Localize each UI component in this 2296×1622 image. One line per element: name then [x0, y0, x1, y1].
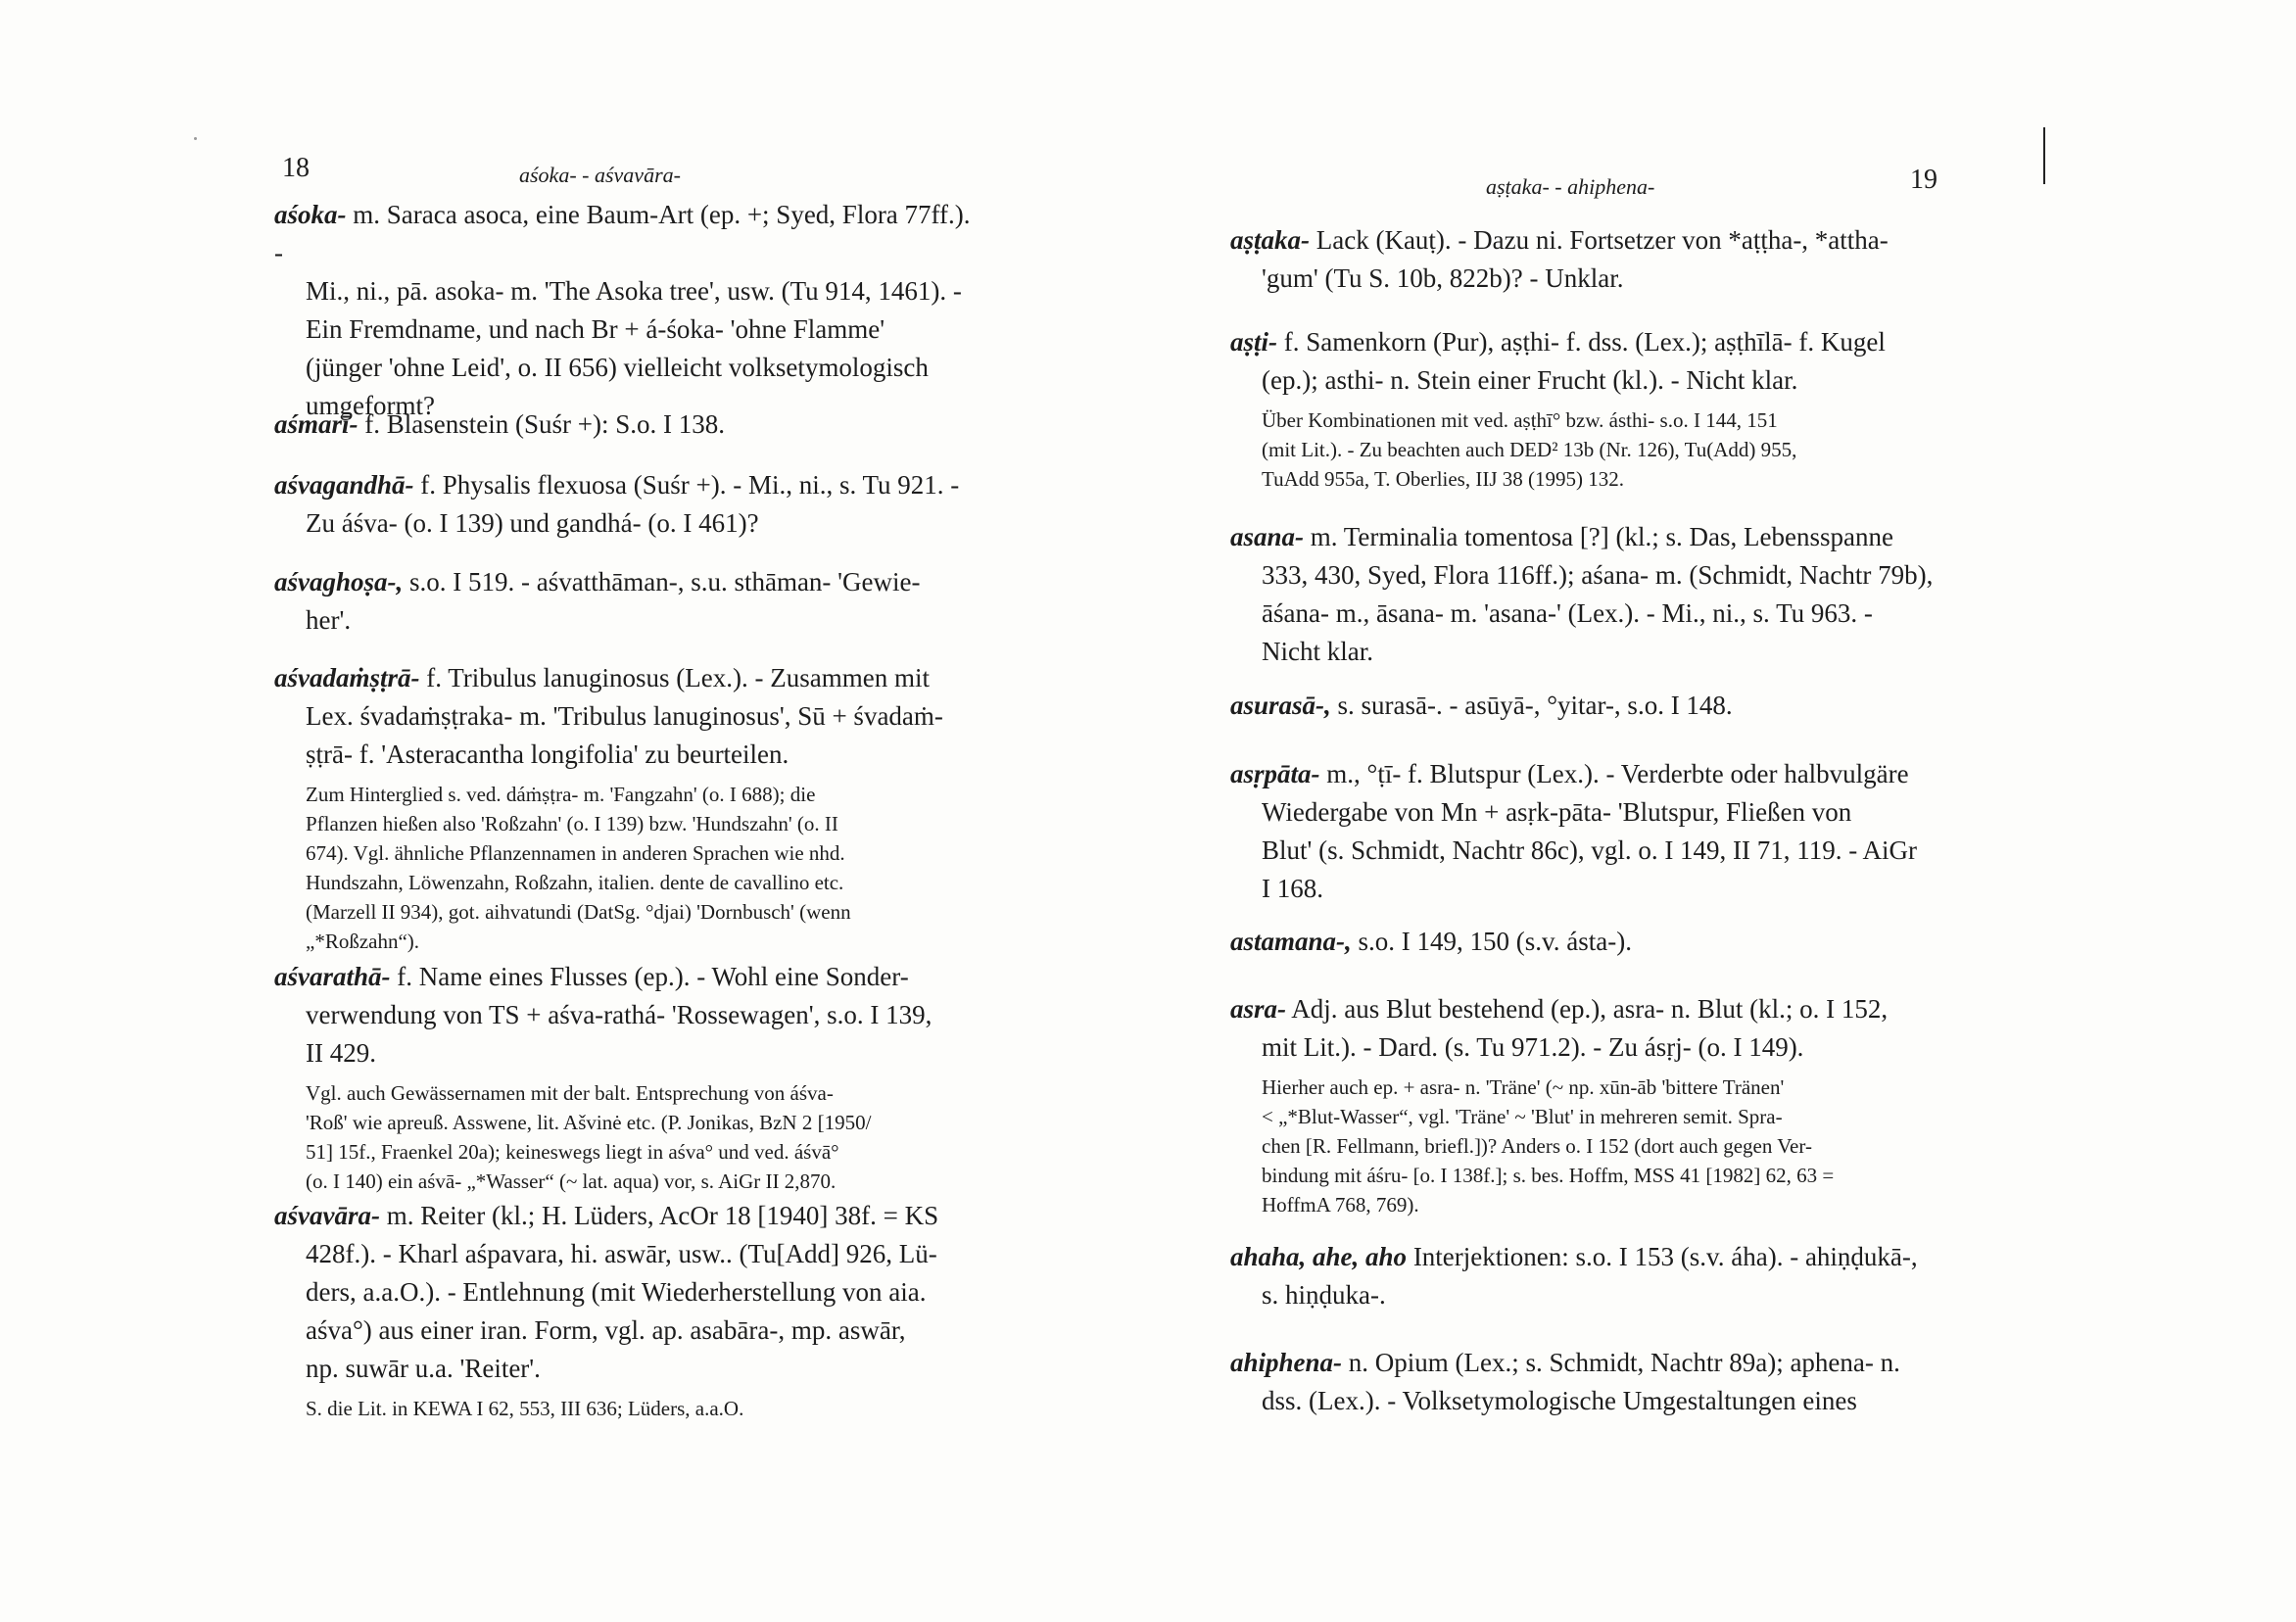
- entry-text: f. Tribulus lanuginosus (Lex.). - Zusammen mit: [419, 663, 930, 692]
- entry-text: II 429.: [306, 1038, 376, 1068]
- note-line: „*Roßzahn“).: [306, 930, 420, 953]
- note-line: 51] 15f., Fraenkel 20a); keineswegs liegt in aśva° und ved. áśvā°: [306, 1140, 839, 1164]
- right-page: [1148, 0, 2296, 1622]
- dictionary-entry-ahiphena: [1230, 1344, 1948, 1420]
- entry-text: m. Reiter (kl.; H. Lüders, AcOr 18 [1940] 38f. = KS: [379, 1201, 939, 1230]
- dictionary-entry-ahaha: [1230, 1238, 1948, 1314]
- note-line: S. die Lit. in KEWA I 62, 553, III 636; Lüders, a.a.O.: [306, 1397, 744, 1420]
- entry-text: ders, a.a.O.). - Entlehnung (mit Wiederherstellung von aia.: [306, 1277, 927, 1307]
- entry-text: Interjektionen: s.o. I 153 (s.v. áha). - ahiṇḍukā-,: [1407, 1242, 1918, 1271]
- entry-text: (ep.); asthi- n. Stein einer Frucht (kl.). - Nicht klar.: [1262, 365, 1798, 395]
- note-line: < „*Blut-Wasser“, vgl. 'Träne' ~ 'Blut' in mehreren semit. Spra-: [1262, 1105, 1783, 1128]
- entry-lemma: ahaha, ahe, aho: [1230, 1242, 1408, 1271]
- note-line: Hundszahn, Löwenzahn, Roßzahn, italien. dente de cavallino etc.: [306, 871, 844, 894]
- entry-lemma: asurasā-,: [1230, 691, 1331, 720]
- entry-text: her'.: [306, 605, 352, 635]
- entry-text: Wiedergabe von Mn + asṛk-pāta- 'Blutspur, Fließen von: [1262, 797, 1852, 827]
- entry-text: umgeformt?: [306, 391, 435, 420]
- entry-text: f. Samenkorn (Pur), aṣṭhi- f. dss. (Lex.); aṣṭhīlā- f. Kugel: [1277, 327, 1886, 357]
- note-line: (o. I 140) ein aśvā- „*Wasser“ (~ lat. aqua) vor, s. AiGr II 2,870.: [306, 1169, 837, 1193]
- entry-note: [306, 780, 980, 956]
- note-line: bindung mit áśru- [o. I 138f.]; s. bes. Hoffm, MSS 41 [1982] 62, 63 =: [1262, 1164, 1835, 1187]
- entry-text: m., °ṭī- f. Blutspur (Lex.). - Verderbte oder halbvulgäre: [1319, 759, 1909, 788]
- entry-lemma: aśvarathā-: [274, 962, 391, 991]
- note-line: Über Kombinationen mit ved. aṣṭhī° bzw. ásthi- s.o. I 144, 151: [1262, 408, 1778, 432]
- dictionary-entry-asurasa: [1230, 687, 1948, 725]
- entry-note: [306, 1394, 980, 1423]
- entry-text: Mi., ni., pā. asoka- m. 'The Asoka tree', usw. (Tu 914, 1461). -: [306, 276, 962, 306]
- dictionary-entry-asra: [1230, 990, 1948, 1219]
- entry-note: [1262, 1073, 1948, 1219]
- entry-text: s. hiṇḍuka-.: [1262, 1280, 1386, 1310]
- entry-text: Blut' (s. Schmidt, Nachtr 86c), vgl. o. I 149, II 71, 119. - AiGr: [1262, 835, 1918, 865]
- entry-text: 'gum' (Tu S. 10b, 822b)? - Unklar.: [1262, 263, 1624, 293]
- entry-lemma: asana-: [1230, 522, 1305, 551]
- entry-text: Adj. aus Blut bestehend (ep.), asra- n. Blut (kl.; o. I 152,: [1286, 994, 1889, 1024]
- note-line: chen [R. Fellmann, briefl.])? Anders o. I 152 (dort auch gegen Ver-: [1262, 1134, 1812, 1158]
- note-line: Zum Hinterglied s. ved. dáṁṣṭra- m. 'Fangzahn' (o. I 688); die: [306, 783, 816, 806]
- dictionary-entry-asoka: [274, 196, 980, 425]
- entry-text: s.o. I 149, 150 (s.v. ásta-).: [1351, 927, 1632, 956]
- dictionary-entry-astamana: [1230, 923, 1948, 961]
- dictionary-entry-asrpata: [1230, 755, 1948, 908]
- entry-text: n. Opium (Lex.; s. Schmidt, Nachtr 89a); aphena- n.: [1342, 1348, 1900, 1377]
- dictionary-entry-asvagandha: [274, 466, 980, 543]
- entry-lemma: aṣṭi-: [1230, 327, 1278, 357]
- entry-text: aśva°) aus einer iran. Form, vgl. ap. asabāra-, mp. aswār,: [306, 1315, 906, 1345]
- note-line: (Marzell II 934), got. aihvatundi (DatSg. °djai) 'Dornbusch' (wenn: [306, 900, 851, 924]
- entry-text: Nicht klar.: [1262, 637, 1373, 666]
- dictionary-entry-asana: [1230, 518, 1948, 671]
- note-line: 674). Vgl. ähnliche Pflanzennamen in anderen Sprachen wie nhd.: [306, 841, 845, 865]
- dictionary-entry-asvaghosa: [274, 563, 980, 640]
- entry-lemma: aśoka-: [274, 200, 347, 229]
- entry-lemma: asṛpāta-: [1230, 759, 1320, 788]
- entry-lemma: aśvagandhā-: [274, 470, 414, 500]
- note-line: (mit Lit.). - Zu beachten auch DED² 13b (Nr. 126), Tu(Add) 955,: [1262, 438, 1797, 461]
- entry-text: m. Terminalia tomentosa [?] (kl.; s. Das, Lebensspanne: [1304, 522, 1893, 551]
- note-line: 'Roß' wie apreuß. Asswene, lit. Ašvinė etc. (P. Jonikas, BzN 2 [1950/: [306, 1111, 872, 1134]
- dictionary-entry-asvadamstra: [274, 659, 980, 956]
- entry-text: 428f.). - Kharl aśpavara, hi. aswār, usw.. (Tu[Add] 926, Lü-: [306, 1239, 937, 1268]
- entry-lemma: astamana-,: [1230, 927, 1352, 956]
- entry-text: dss. (Lex.). - Volksetymologische Umgestaltungen eines: [1262, 1386, 1857, 1415]
- entry-text: I 168.: [1262, 874, 1323, 903]
- entry-text: Zu áśva- (o. I 139) und gandhá- (o. I 461)?: [306, 508, 759, 538]
- note-line: Vgl. auch Gewässernamen mit der balt. Entsprechung von áśva-: [306, 1081, 834, 1105]
- scan-speck: [194, 137, 197, 140]
- entry-lemma: aśvavāra-: [274, 1201, 380, 1230]
- entry-text: ṣṭrā- f. 'Asteracantha longifolia' zu beurteilen.: [306, 739, 789, 769]
- entry-text: verwendung von TS + aśva-rathá- 'Rossewagen', s.o. I 139,: [306, 1000, 933, 1029]
- entry-text: f. Name eines Flusses (ep.). - Wohl eine Sonder-: [390, 962, 909, 991]
- entry-text: Lack (Kauṭ). - Dazu ni. Fortsetzer von *aṭṭha-, *attha-: [1310, 225, 1889, 255]
- entry-lemma: aśvadaṁṣṭrā-: [274, 663, 420, 692]
- running-head-left: aśoka- - aśvavāra-: [519, 163, 681, 187]
- page-number-left: 18: [282, 153, 310, 183]
- entry-text: āśana- m., āsana- m. 'asana-' (Lex.). - Mi., ni., s. Tu 963. -: [1262, 598, 1873, 628]
- entry-text: np. suwār u.a. 'Reiter'.: [306, 1354, 541, 1383]
- entry-lemma: ahiphena-: [1230, 1348, 1343, 1377]
- dictionary-entry-asti: [1230, 323, 1948, 494]
- dictionary-entry-asmari: [274, 406, 980, 444]
- entry-lemma: aṣṭaka-: [1230, 225, 1310, 255]
- entry-text: 333, 430, Syed, Flora 116ff.); aśana- m. (Schmidt, Nachtr 79b),: [1262, 560, 1934, 590]
- note-line: Pflanzen hießen also 'Roßzahn' (o. I 139) bzw. 'Hundszahn' (o. II: [306, 812, 838, 835]
- dictionary-entry-astaka: [1230, 221, 1948, 298]
- entry-note: [1262, 406, 1948, 494]
- entry-text: f. Blasenstein (Suśr +): S.o. I 138.: [358, 409, 725, 439]
- entry-text: mit Lit.). - Dard. (s. Tu 971.2). - Zu ásṛj- (o. I 149).: [1262, 1032, 1804, 1062]
- dictionary-entry-asvavara: [274, 1197, 980, 1423]
- entry-text: Lex. śvadaṁṣṭraka- m. 'Tribulus lanuginosus', Sū + śvadaṁ-: [306, 701, 943, 731]
- margin-mark: [2043, 127, 2045, 184]
- entry-lemma: asra-: [1230, 994, 1287, 1024]
- dictionary-entry-asvaratha: [274, 958, 980, 1196]
- entry-note: [306, 1078, 980, 1196]
- entry-lemma: aśvaghoṣa-,: [274, 567, 404, 596]
- note-line: TuAdd 955a, T. Oberlies, IIJ 38 (1995) 132.: [1262, 467, 1625, 491]
- page-number-right: 19: [1910, 165, 1937, 195]
- entry-lemma: aśmarī-: [274, 409, 359, 439]
- entry-text: Ein Fremdname, und nach Br + á-śoka- 'ohne Flamme': [306, 314, 885, 344]
- entry-text: f. Physalis flexuosa (Suśr +). - Mi., ni., s. Tu 921. -: [413, 470, 960, 500]
- note-line: Hierher auch ep. + asra- n. 'Träne' (~ np. xūn-āb 'bittere Tränen': [1262, 1075, 1785, 1099]
- running-head-right: aṣṭaka- - ahiphena-: [1486, 174, 1655, 199]
- entry-text: (jünger 'ohne Leid', o. II 656) vielleicht volksetymologisch: [306, 353, 929, 382]
- note-line: HoffmA 768, 769).: [1262, 1193, 1419, 1216]
- entry-text: s.o. I 519. - aśvatthāman-, s.u. sthāman- 'Gewie-: [403, 567, 921, 596]
- entry-text: m. Saraca asoca, eine Baum-Art (ep. +; Syed, Flora 77ff.). -: [274, 200, 971, 267]
- entry-text: s. surasā-. - asūyā-, °yitar-, s.o. I 148.: [1330, 691, 1733, 720]
